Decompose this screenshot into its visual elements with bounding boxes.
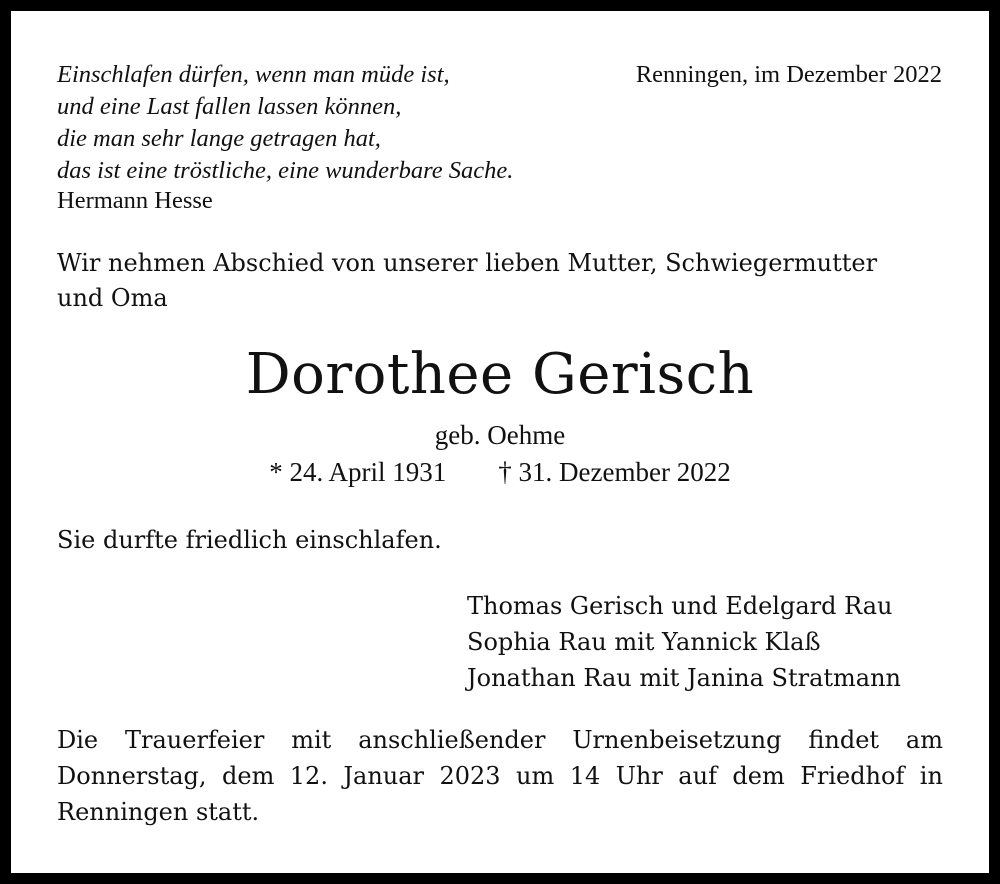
mourner-line: Thomas Gerisch und Edelgard Rau	[467, 592, 893, 620]
deceased-name: Dorothee Gerisch	[245, 342, 755, 407]
funeral-word: Urnenbeisetzung	[572, 726, 782, 754]
life-dates	[0, 455, 1000, 489]
intro-text	[57, 246, 947, 316]
place-date: Renningen, im Dezember 2022	[635, 61, 942, 88]
poem-line: und eine Last fallen lassen können,	[57, 93, 402, 120]
funeral-word: um	[516, 762, 555, 790]
peaceful-note: Sie durfte friedlich einschlafen.	[57, 526, 442, 554]
birth-date: * 24. April 1931	[269, 457, 447, 487]
mourner-line: Sophia Rau mit Yannick Klaß	[467, 628, 821, 656]
funeral-word: dem	[732, 762, 785, 790]
poem-line: Einschlafen dürfen, wenn man müde ist,	[57, 61, 450, 88]
funeral-word: auf	[678, 762, 717, 790]
funeral-word: Uhr	[615, 762, 663, 790]
funeral-word: anschließender	[358, 726, 546, 754]
intro-line: und Oma	[57, 284, 168, 312]
funeral-word: 12.	[289, 762, 328, 790]
funeral-word: in	[919, 762, 943, 790]
maiden-name: geb. Oehme	[434, 420, 566, 450]
funeral-word: Donnerstag,	[57, 762, 207, 790]
funeral-word: 14	[569, 762, 601, 790]
intro-line: Wir nehmen Abschied von unserer lieben Mutter, Schwiegermutter	[57, 249, 878, 277]
mourners-list	[467, 588, 901, 696]
funeral-word: dem	[222, 762, 275, 790]
poem-line: das ist eine tröstliche, eine wunderbare Sache.	[57, 157, 514, 184]
funeral-word: Die	[57, 726, 99, 754]
funeral-word: am	[905, 726, 943, 754]
funeral-word: findet	[808, 726, 880, 754]
death-date: † 31. Dezember 2022	[498, 457, 731, 487]
funeral-word: 2023	[439, 762, 501, 790]
funeral-word: mit	[291, 726, 332, 754]
funeral-info	[57, 722, 943, 830]
poem-author: Hermann Hesse	[57, 187, 213, 214]
funeral-word: Trauerfeier	[125, 726, 265, 754]
funeral-line	[57, 722, 943, 758]
mourner-line: Jonathan Rau mit Janina Stratmann	[467, 664, 902, 692]
poem-line: die man sehr lange getragen hat,	[57, 125, 381, 152]
funeral-word: Friedhof	[800, 762, 905, 790]
funeral-line	[57, 758, 943, 794]
funeral-word: Januar	[343, 762, 425, 790]
funeral-line: Renningen statt.	[57, 798, 260, 826]
